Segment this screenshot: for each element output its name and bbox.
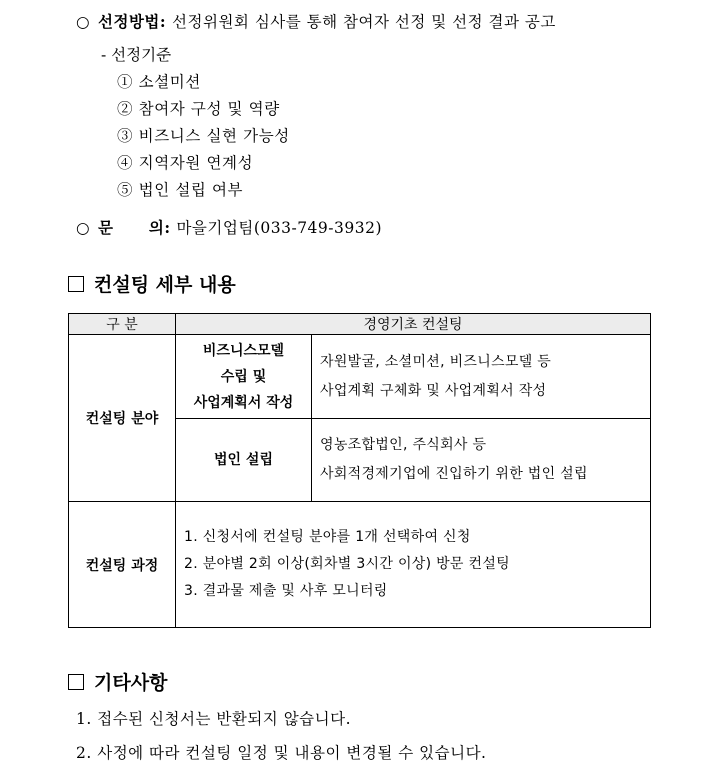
- criteria-title: - 선정기준: [101, 46, 172, 64]
- process-label: 컨설팅 과정: [69, 502, 176, 628]
- contact-label: 문 의: [98, 218, 165, 237]
- consulting-section-heading: [68, 270, 236, 297]
- criteria-item: ③ 비즈니스 실현 가능성: [117, 127, 290, 145]
- square-bullet-icon: [68, 276, 84, 292]
- contact-text: 마을기업팀(033-749-3932): [176, 219, 383, 237]
- table-cell-process: 1. 신청서에 컨설팅 분야를 1개 선택하여 신청 2. 분야별 2회 이상(회차별 3시간 이상) 방문 컨설팅 3. 결과물 제출 및 사후 모니터링: [176, 502, 651, 628]
- square-bullet-icon: [68, 674, 84, 690]
- circle-bullet-icon: ○: [76, 13, 91, 31]
- table-row: [69, 502, 651, 628]
- table-row: [69, 335, 651, 419]
- note-item: 2. 사정에 따라 컨설팅 일정 및 내용이 변경될 수 있습니다.: [76, 744, 487, 762]
- criteria-item: ② 참여자 구성 및 역량: [117, 100, 280, 118]
- table-header-row: [69, 314, 651, 335]
- table-cell-description: 영농조합법인, 주식회사 등 사회적경제기업에 진입하기 위한 법인 설립: [312, 419, 651, 502]
- contact-line: ○ 문 의: 마을기업팀(033-749-3932): [76, 218, 383, 237]
- selection-method-label: 선정방법: [98, 12, 160, 31]
- selection-method-text: 선정위원회 심사를 통해 참여자 선정 및 선정 결과 공고: [172, 13, 556, 31]
- field-label: 컨설팅 분야: [69, 335, 176, 502]
- criteria-item: ① 소셜미션: [117, 73, 201, 91]
- table-cell-description: 자원발굴, 소셜미션, 비즈니스모델 등 사업계획 구체화 및 사업계획서 작성: [312, 335, 651, 419]
- circle-bullet-icon: ○: [76, 219, 91, 237]
- criteria-item: ⑤ 법인 설립 여부: [117, 181, 244, 199]
- table-cell-subcategory: 비즈니스모델 수립 및 사업계획서 작성: [176, 335, 312, 419]
- criteria-item: ④ 지역자원 연계성: [117, 154, 254, 172]
- consulting-table: [68, 313, 651, 628]
- table-header-type: 경영기초 컨설팅: [176, 314, 651, 335]
- table-header-category: 구 분: [69, 314, 176, 335]
- table-cell-subcategory: 법인 설립: [176, 419, 312, 502]
- note-item: 1. 접수된 신청서는 반환되지 않습니다.: [76, 710, 352, 728]
- selection-method-line: ○ 선정방법: 선정위원회 심사를 통해 참여자 선정 및 선정 결과 공고: [76, 12, 556, 31]
- other-section-heading: [68, 668, 167, 695]
- other-section-title: 기타사항: [94, 672, 168, 694]
- consulting-section-title: 컨설팅 세부 내용: [94, 274, 236, 296]
